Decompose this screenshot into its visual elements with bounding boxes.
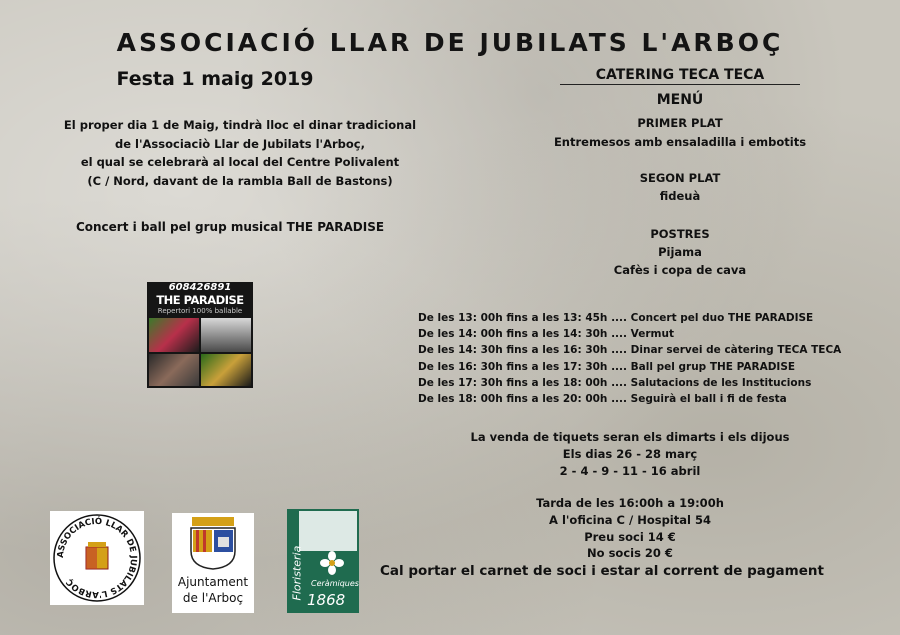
tickets-dates-april: 2 - 4 - 9 - 11 - 16 abril (559, 464, 701, 478)
association-seal-icon (50, 511, 144, 605)
poster-title: ASSOCIACIÓ LLAR DE JUBILATS L'ARBOÇ (116, 28, 784, 57)
intro-line: el qual se celebrarà al local del Centre Polivalent (80, 155, 400, 169)
intro-line: (C / Nord, davant de la rambla Ball de Bastons) (87, 173, 393, 188)
ceramics-label: Ceràmiques (311, 579, 359, 588)
tickets-office: A l'oficina C / Hospital 54 (549, 513, 711, 527)
band-photo (149, 354, 199, 386)
menu-item-postres: Cafès i copa de cava (613, 263, 747, 277)
price-member: Preu soci 14 € (584, 530, 676, 544)
schedule-row: De les 14: 00h fins a les 14: 30h .... Vermut (418, 328, 674, 341)
schedule (418, 310, 898, 407)
schedule-row: De les 18: 00h fins a les 20: 00h .... Seguirà el ball i fi de festa (418, 393, 787, 406)
band-photo (201, 354, 251, 386)
menu-heading-postres: POSTRES (650, 227, 710, 241)
concert-line: Concert i ball pel grup musical THE PARADISE (75, 220, 385, 234)
intro-text (20, 116, 460, 190)
catering-title: CATERING TECA TECA (595, 67, 765, 83)
town-shield-icon (188, 515, 238, 571)
band-poster (147, 282, 253, 388)
association-logo (50, 511, 144, 605)
menu-item-postres: Pijama (658, 245, 702, 259)
price-non-member: No socis 20 € (587, 546, 673, 560)
band-subtitle: Repertori 100% ballable (157, 307, 243, 315)
band-phone: 608426891 (168, 282, 232, 293)
florist-vertical-label: Floristeria (290, 545, 304, 601)
band-photo (149, 318, 199, 352)
band-photo (201, 318, 251, 352)
town-hall-logo (172, 513, 254, 613)
festa-title: Festa 1 maig 2019 (116, 68, 314, 90)
association-ring-text: ASSOCIACIÓ LLAR DE JUBILATS L'ARBOÇ (55, 516, 139, 600)
menu-item-primer: Entremesos amb ensaladilla i embotits (553, 135, 807, 149)
intro-line: El proper dia 1 de Maig, tindrà lloc el dinar tradicional (63, 118, 417, 132)
tickets-dates-march: Els dias 26 - 28 març (562, 447, 698, 461)
florist-logo (287, 509, 359, 613)
membership-note: Cal portar el carnet de soci i estar al corrent de pagament (380, 563, 824, 579)
menu-item-segon: fideuà (659, 189, 701, 203)
menu-heading-segon: SEGON PLAT (639, 171, 721, 185)
founded-year: 1868 (307, 591, 346, 609)
flower-icon (317, 551, 347, 575)
menu-heading-primer: PRIMER PLAT (637, 116, 723, 130)
schedule-row: De les 14: 30h fins a les 16: 30h .... Dinar servei de càtering TECA TECA (418, 344, 842, 357)
town-hall-label-2: de l'Arboç (182, 591, 244, 605)
band-name: THE PARADISE (156, 293, 244, 307)
intro-line: de l'Associaciò Llar de Jubilats l'Arboç, (115, 136, 365, 151)
menu-title: MENÚ (656, 92, 704, 108)
schedule-row: De les 16: 30h fins a les 17: 30h .... Ball pel grup THE PARADISE (418, 360, 796, 373)
town-hall-label-1: Ajuntament (177, 575, 249, 589)
tickets-line: La venda de tiquets seran els dimarts i els dijous (470, 430, 790, 444)
schedule-row: De les 17: 30h fins a les 18: 00h .... Salutacions de les Institucions (418, 376, 812, 389)
tickets-hours: Tarda de les 16:00h a 19:00h (536, 496, 724, 510)
catering-underline (560, 84, 800, 85)
schedule-row: De les 13: 00h fins a les 13: 45h .... Concert pel duo THE PARADISE (418, 312, 814, 324)
florist-contact-panel (299, 511, 357, 551)
